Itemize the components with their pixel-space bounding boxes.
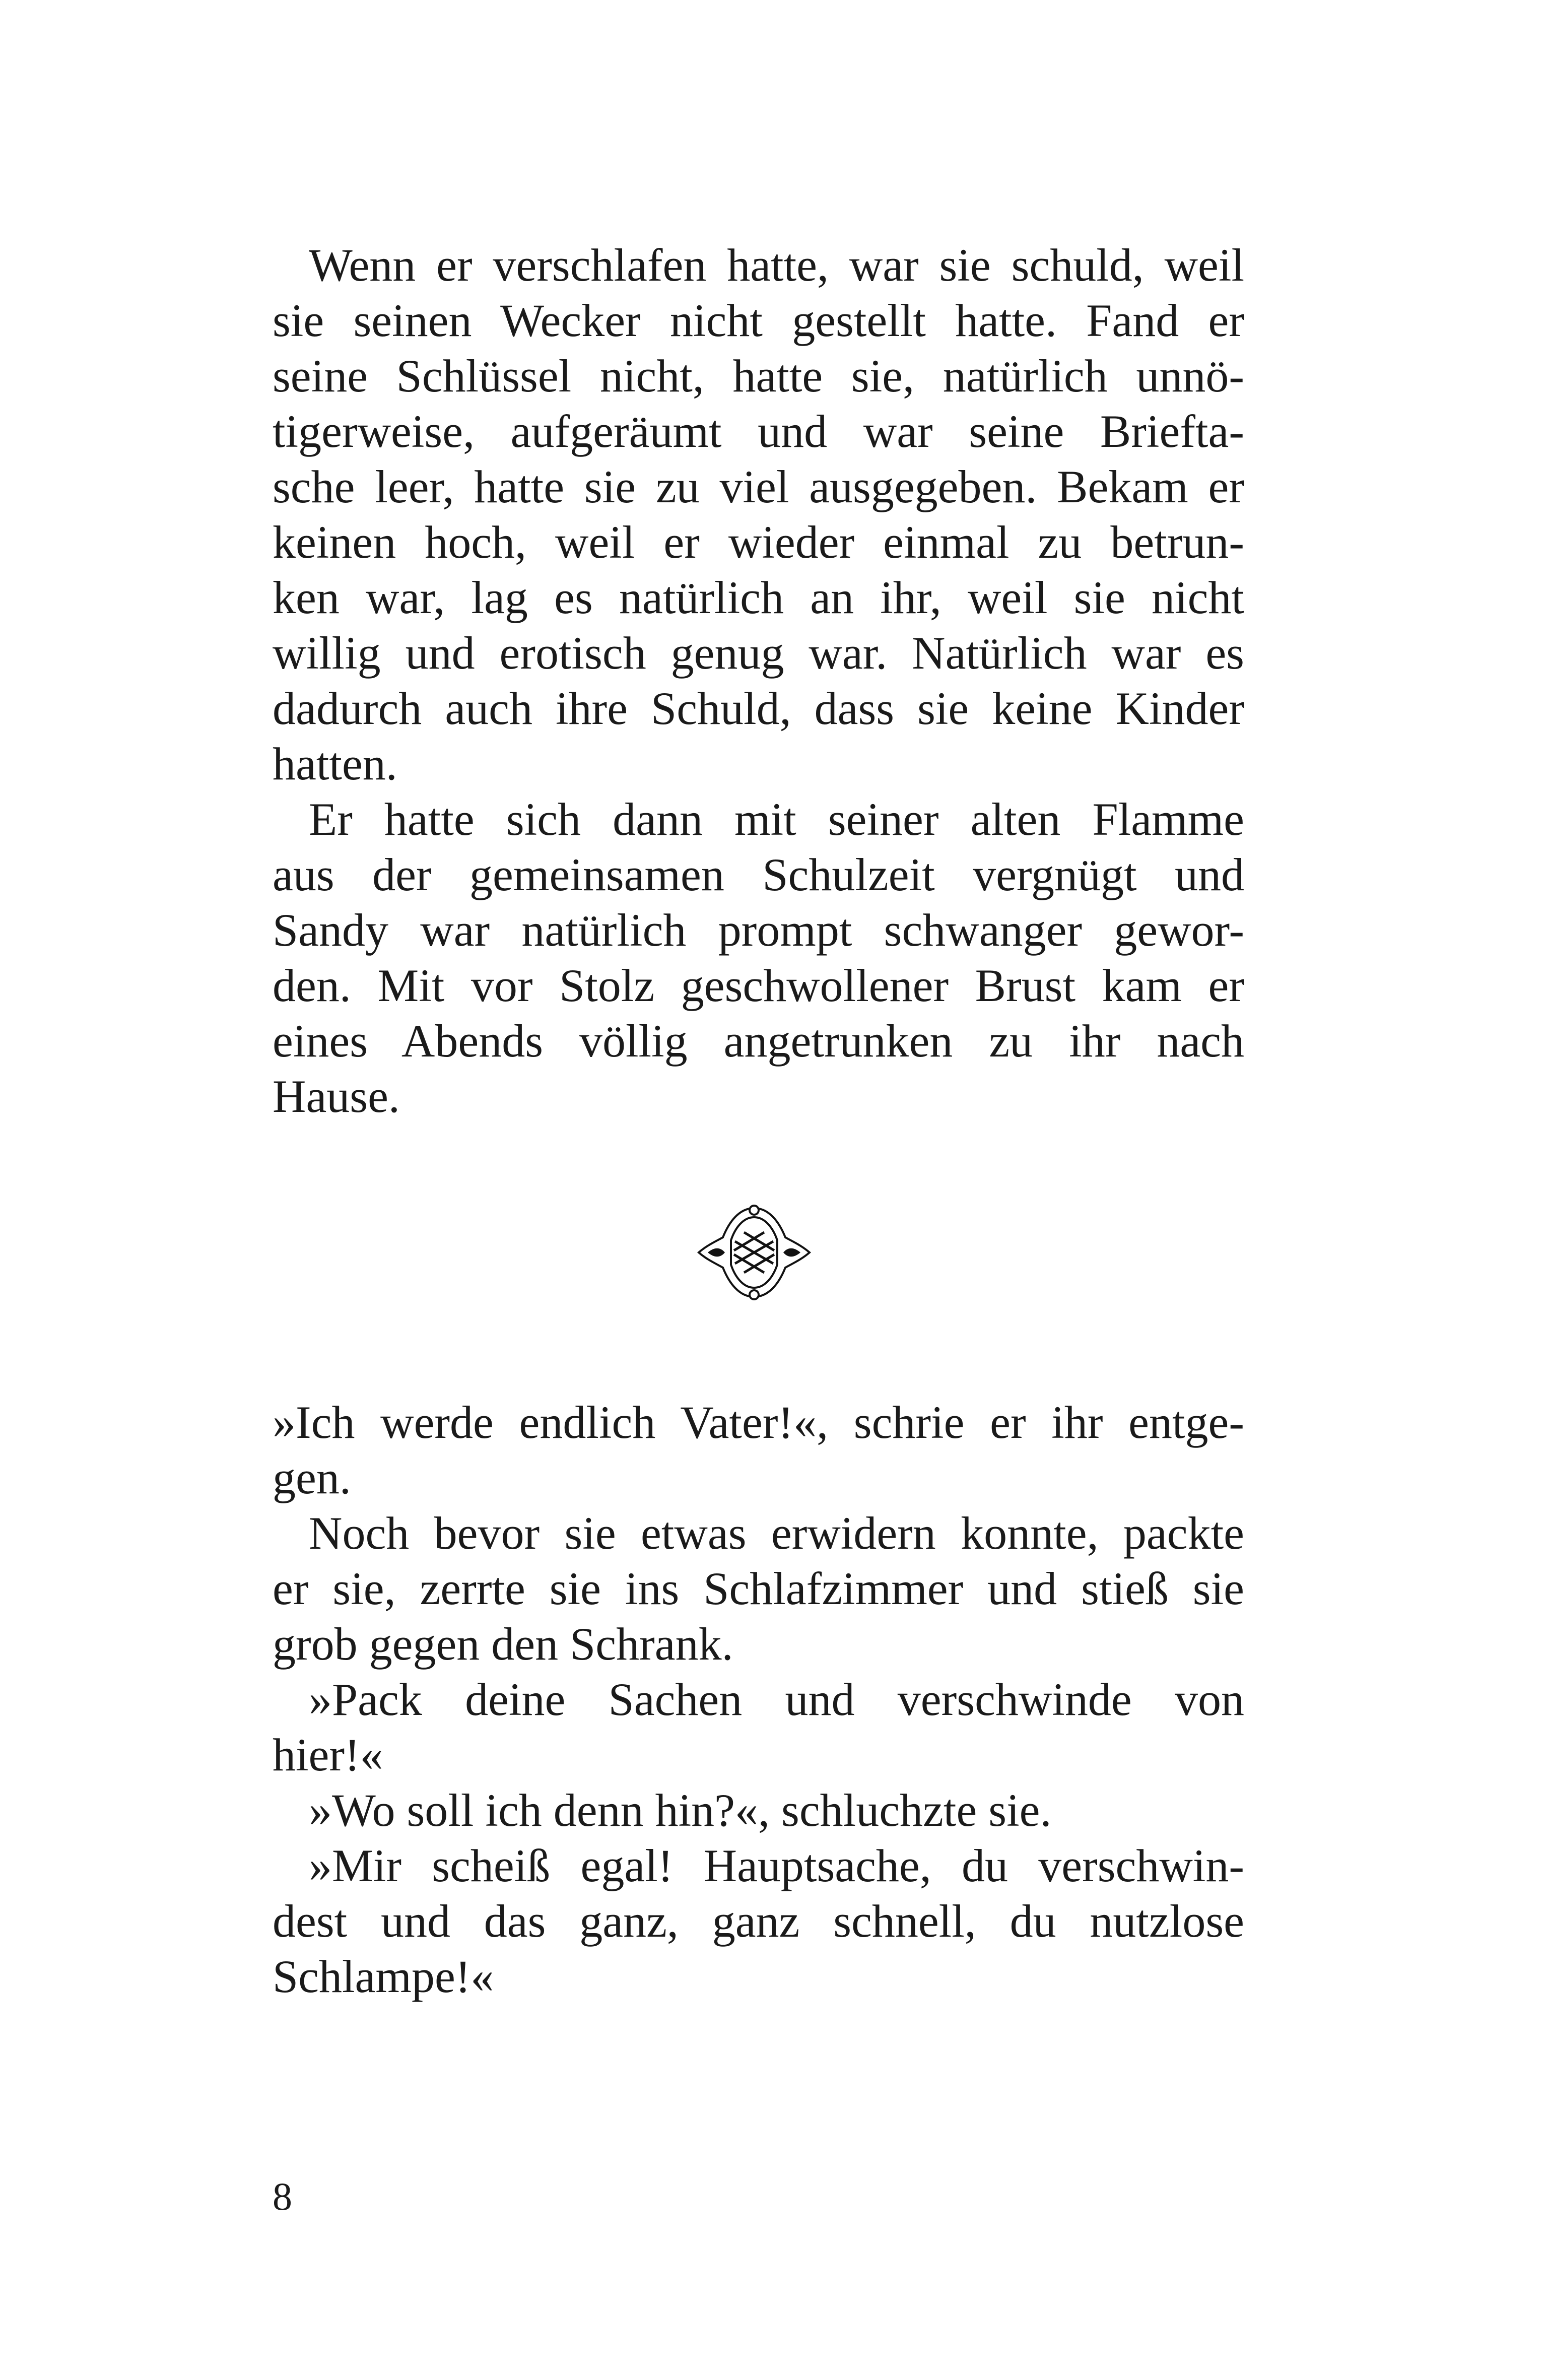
text-line: Wenn er verschlafen hatte, war sie schuld, weil bbox=[309, 239, 1244, 291]
text-line: aus der gemeinsamen Schulzeit vergnügt und bbox=[273, 849, 1244, 900]
text-line: dest und das ganz, ganz schnell, du nutzlose bbox=[273, 1895, 1244, 1947]
text-line: eines Abends völlig angetrunken zu ihr nach bbox=[273, 1015, 1244, 1067]
text-line: tigerweise, aufgeräumt und war seine Briefta- bbox=[273, 406, 1244, 457]
text-block-2 bbox=[273, 1395, 1244, 2004]
text-line: »Mir scheiß egal! Hauptsache, du verschwin- bbox=[309, 1840, 1244, 1891]
text-line: gen. bbox=[273, 1452, 351, 1503]
text-line: Noch bevor sie etwas erwidern konnte, packte bbox=[309, 1507, 1244, 1559]
page-number: 8 bbox=[273, 2174, 292, 2218]
text-line: Schlampe!« bbox=[273, 1951, 494, 2002]
text-line: »Wo soll ich denn hin?«, schluchzte sie. bbox=[309, 1784, 1052, 1836]
text-line: »Ich werde endlich Vater!«, schrie er ihr entge- bbox=[273, 1397, 1244, 1448]
ornamental-divider-icon bbox=[694, 1202, 815, 1303]
text-line: Hause. bbox=[273, 1071, 400, 1122]
text-line: hatten. bbox=[273, 738, 397, 789]
text-line: sie seinen Wecker nicht gestellt hatte. Fand er bbox=[273, 295, 1244, 346]
text-line: sche leer, hatte sie zu viel ausgegeben. Bekam er bbox=[273, 461, 1244, 512]
text-line: seine Schlüssel nicht, hatte sie, natürlich unnö- bbox=[273, 350, 1244, 402]
text-line: willig und erotisch genug war. Natürlich war es bbox=[273, 627, 1244, 679]
text-block-1 bbox=[273, 237, 1244, 1124]
text-line: hier!« bbox=[273, 1729, 383, 1780]
text-line: den. Mit vor Stolz geschwollener Brust kam er bbox=[273, 960, 1244, 1011]
text-line: Sandy war natürlich prompt schwanger gewor- bbox=[273, 904, 1244, 956]
text-line: Er hatte sich dann mit seiner alten Flamme bbox=[309, 794, 1244, 845]
text-line: dadurch auch ihre Schuld, dass sie keine Kinder bbox=[273, 683, 1244, 734]
text-line: keinen hoch, weil er wieder einmal zu betrun- bbox=[273, 516, 1244, 568]
text-line: grob gegen den Schrank. bbox=[273, 1618, 733, 1670]
text-line: »Pack deine Sachen und verschwinde von bbox=[309, 1674, 1244, 1725]
text-line: ken war, lag es natürlich an ihr, weil sie nicht bbox=[273, 572, 1244, 623]
text-line: er sie, zerrte sie ins Schlafzimmer und stieß sie bbox=[273, 1563, 1244, 1614]
